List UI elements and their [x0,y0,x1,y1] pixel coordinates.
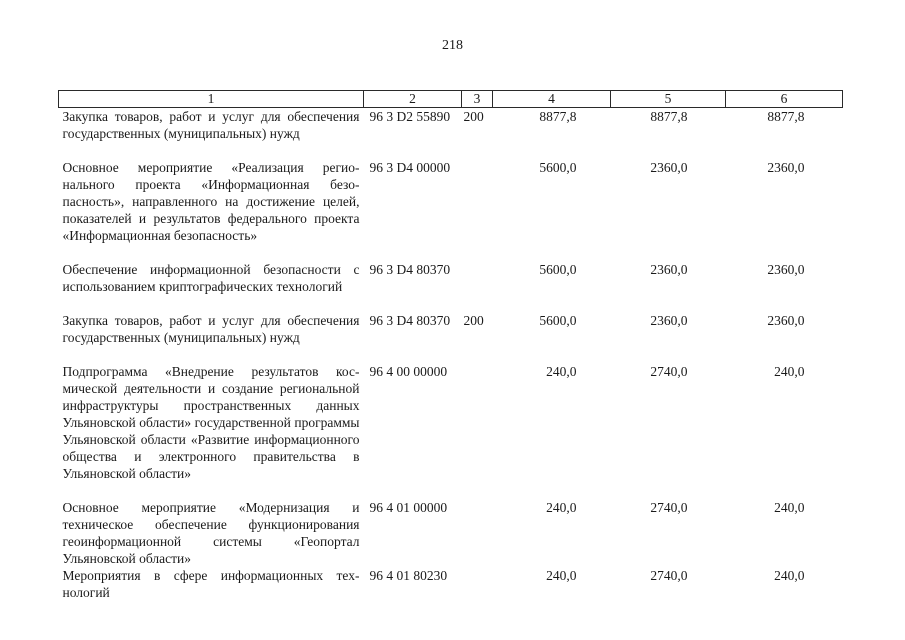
budget-table [58,90,843,601]
header-col-1: 1 [59,91,364,108]
row-value-6: 2360,0 [767,261,805,277]
row-value-4: 5600,0 [539,159,577,175]
row-value-5: 2360,0 [650,261,688,277]
header-col-2: 2 [364,91,462,108]
row-value-5: 2360,0 [650,312,688,328]
page-number: 218 [442,38,463,53]
row-target-code: 96 4 01 80230 [369,567,448,583]
row-name: Закупка товаров, работ и услуг для обеспечения государственных (муниципальных) нужд [62,312,360,345]
row-target-code: 96 3 D4 00000 [369,159,451,175]
table-row [59,108,843,159]
table-row [59,312,843,363]
row-value-6: 8877,8 [767,109,805,124]
row-expense-type [462,363,493,499]
row-expense-type: 200 [463,312,484,328]
row-expense-type: 200 [463,109,484,124]
row-name: Подпрограмма «Внедрение результатов космической деятельности и создание региональной инфраструктуры пространственных данных Ульяновской области» государственной программы Ульяновской области «Развитие информационного общества и электронного правительства в Ульяновской области» [62,363,360,481]
row-name: Основное мероприятие «Реализация регионального проекта «Информационная безопасность», направленного на достижение целей, показателей и результатов федерального проекта «Информационная безопасность» [62,159,360,243]
row-value-4: 8877,8 [539,109,577,124]
row-value-6: 2360,0 [767,312,805,328]
row-value-4: 240,0 [546,363,577,379]
row-value-6: 2360,0 [767,159,805,175]
row-value-5: 2740,0 [650,363,688,379]
table-row [59,363,843,499]
row-value-5: 2740,0 [650,567,688,583]
row-name: Основное мероприятие «Модернизация и техническое обеспечение функционирования геоинформационной системы «Геопортал Ульяновской области» [62,499,360,566]
table-row [59,261,843,312]
row-value-5: 2740,0 [650,499,688,515]
table-row [59,159,843,261]
row-value-6: 240,0 [774,499,805,515]
row-target-code: 96 3 D4 80370 [369,312,451,328]
table-row [59,499,843,567]
row-target-code: 96 3 D2 55890 [369,109,451,124]
row-value-5: 2360,0 [650,159,688,175]
table-header [59,91,843,108]
row-value-6: 240,0 [774,567,805,583]
header-row [59,91,843,108]
row-expense-type [462,261,493,312]
row-target-code: 96 4 00 00000 [369,363,448,379]
row-value-4: 5600,0 [539,312,577,328]
row-value-6: 240,0 [774,363,805,379]
header-col-5: 5 [611,91,726,108]
row-value-4: 240,0 [546,567,577,583]
row-target-code: 96 3 D4 80370 [369,261,451,277]
header-col-4: 4 [493,91,611,108]
header-col-6: 6 [726,91,843,108]
table-body [59,108,843,601]
row-name: Мероприятия в сфере информационных технологий [62,567,360,600]
header-col-3: 3 [462,91,493,108]
table-row [59,567,843,601]
row-value-4: 5600,0 [539,261,577,277]
row-target-code: 96 4 01 00000 [369,499,448,515]
row-expense-type [462,159,493,261]
row-value-5: 8877,8 [650,109,688,124]
row-name: Обеспечение информационной безопасности с использованием криптографических технологий [62,261,360,294]
row-name: Закупка товаров, работ и услуг для обеспечения государственных (муниципальных) нужд [62,109,360,141]
row-expense-type [462,567,493,601]
row-expense-type [462,499,493,567]
row-value-4: 240,0 [546,499,577,515]
